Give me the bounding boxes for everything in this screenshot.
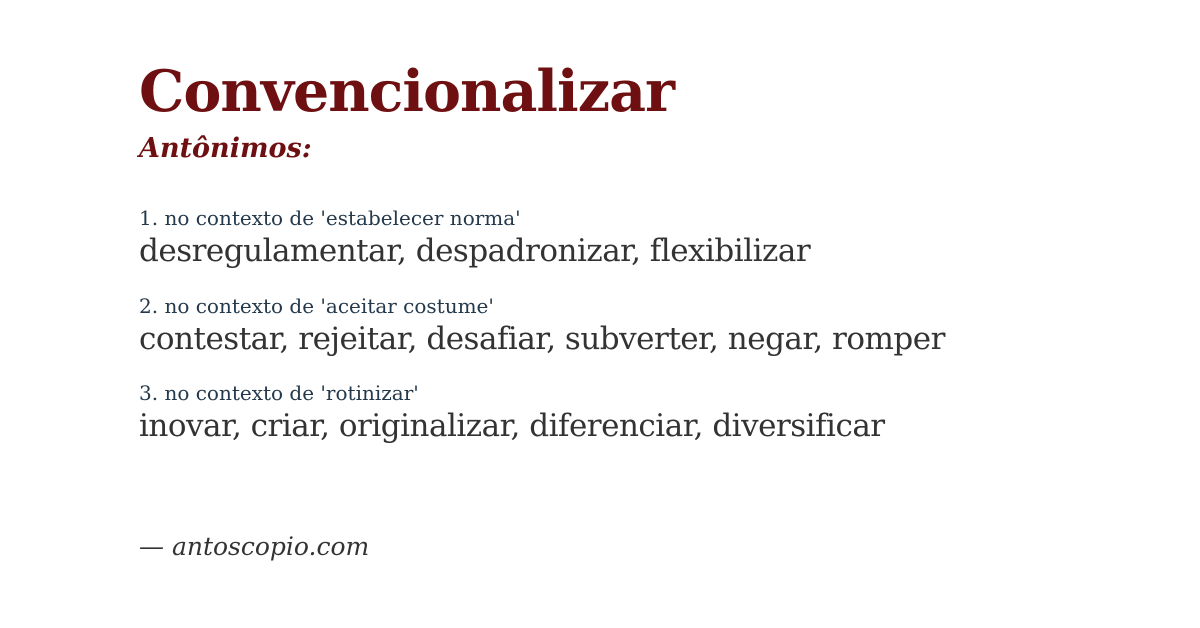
source-attribution: — antoscopio.com <box>139 532 370 561</box>
antonym-entry-1 <box>139 205 810 273</box>
entry-1-context-label: 1. no contexto de 'estabelecer norma' <box>139 206 521 230</box>
antonym-entry-2 <box>139 293 945 361</box>
entry-2-context-label: 2. no contexto de 'aceitar costume' <box>139 294 494 318</box>
antonyms-subtitle: Antônimos: <box>139 133 312 164</box>
entry-1-word-list: desregulamentar, despadronizar, flexibilizar <box>139 233 811 269</box>
entry-3-context-label: 3. no contexto de 'rotinizar' <box>139 381 419 405</box>
entry-3-word-list: inovar, criar, originalizar, diferenciar, diversificar <box>139 408 885 444</box>
antonym-entry-3 <box>139 380 885 448</box>
entry-2-word-list: contestar, rejeitar, desafiar, subverter, negar, romper <box>139 321 945 357</box>
page-title: Convencionalizar <box>139 58 675 125</box>
